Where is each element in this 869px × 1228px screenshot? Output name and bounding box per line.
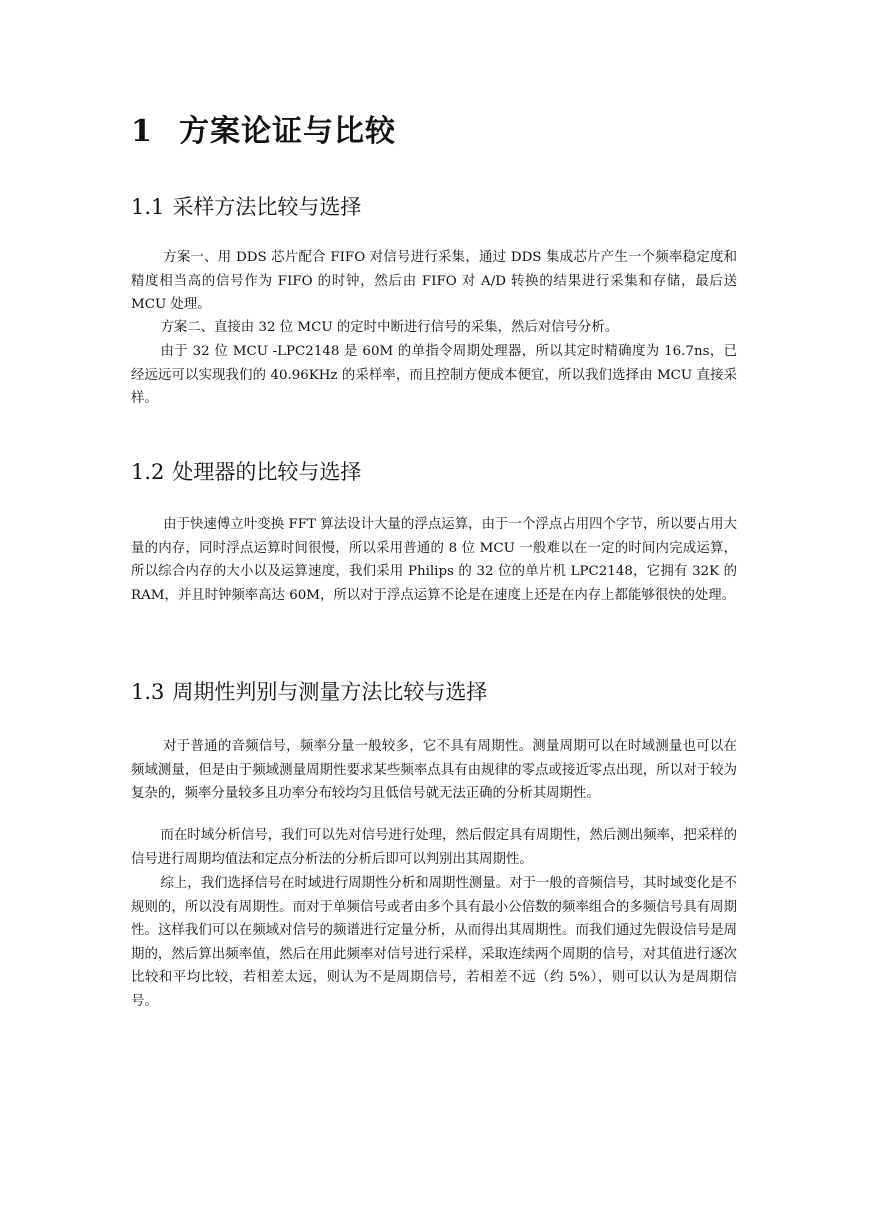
chapter-number: 1 [131, 114, 153, 149]
section-heading-1-1 [131, 192, 361, 222]
section-number: 1.2 [131, 460, 165, 484]
paragraph: 对于普通的音频信号，频率分量一般较多，它不具有周期性。测量周期可以在时域测量也可以在频域测量，但是由于频域测量周期性要求某些频率点具有由规律的零点或接近零点出现，所以对于较为复杂的，频率分量较多且功率分布较均匀且低信号就无法正确的分析其周期性。 [131, 739, 737, 801]
section-number: 1.1 [131, 195, 165, 219]
paragraph: 而在时域分析信号，我们可以先对信号进行处理，然后假定具有周期性，然后测出频率，把采样的信号进行周期均值法和定点分析法的分析后即可以判别出其周期性。 [131, 828, 737, 867]
paragraph: 方案一、用 DDS 芯片配合 FIFO 对信号进行采集，通过 DDS 集成芯片产生一个频率稳定度和精度相当高的信号作为 FIFO 的时钟，然后由 FIFO 对 A/D 转换的结果进行采集和存储，最后送 MCU 处理。 [131, 250, 737, 312]
section-heading-1-2 [131, 457, 361, 487]
paragraph: 综上，我们选择信号在时域进行周期性分析和周期性测量。对于一般的音频信号，其时域变化是不规则的，所以没有周期性。而对于单频信号或者由多个具有最小公倍数的频率组合的多频信号具有周期性。这样我们可以在频域对信号的频谱进行定量分析，从而得出其周期性。而我们通过先假设信号是周期的，然后算出频率值，然后在用此频率对信号进行采样，采取连续两个周期的信号，对其值进行逐次比较和平均比较，若相差太远，则认为不是周期信号，若相差不远（约 5%），则可以认为是周期信号。 [131, 876, 737, 1009]
section-heading-1-3 [131, 677, 487, 707]
section-title-text: 处理器的比较与选择 [172, 460, 362, 484]
section-title-text: 周期性判别与测量方法比较与选择 [172, 680, 488, 704]
paragraph: 方案二、直接由 32 位 MCU 的定时中断进行信号的采集，然后对信号分析。 [160, 320, 619, 335]
section-number: 1.3 [131, 680, 165, 704]
chapter-heading [131, 112, 396, 152]
chapter-title-text: 方案论证与比较 [179, 114, 396, 149]
section-title-text: 采样方法比较与选择 [172, 195, 362, 219]
paragraph: 由于 32 位 MCU -LPC2148 是 60M 的单指令周期处理器，所以其定时精确度为 16.7ns，已经远远可以实现我们的 40.96KHz 的采样率，而且控制方便成本便宜，所以我们选择由 MCU 直接采样。 [131, 344, 737, 406]
paragraph: 由于快速傅立叶变换 FFT 算法设计大量的浮点运算，由于一个浮点占用四个字节，所以要占用大量的内存，同时浮点运算时间很慢，所以采用普通的 8 位 MCU 一般难以在一定的时间内完成运算，所以综合内存的大小以及运算速度，我们采用 Philips 的 32 位的单片机 LPC2148，它拥有 32K 的 RAM，并且时钟频率高达 60M，所以对于浮点运算不论是在速度上还是在内存上都能够很快的处理。 [131, 517, 737, 603]
